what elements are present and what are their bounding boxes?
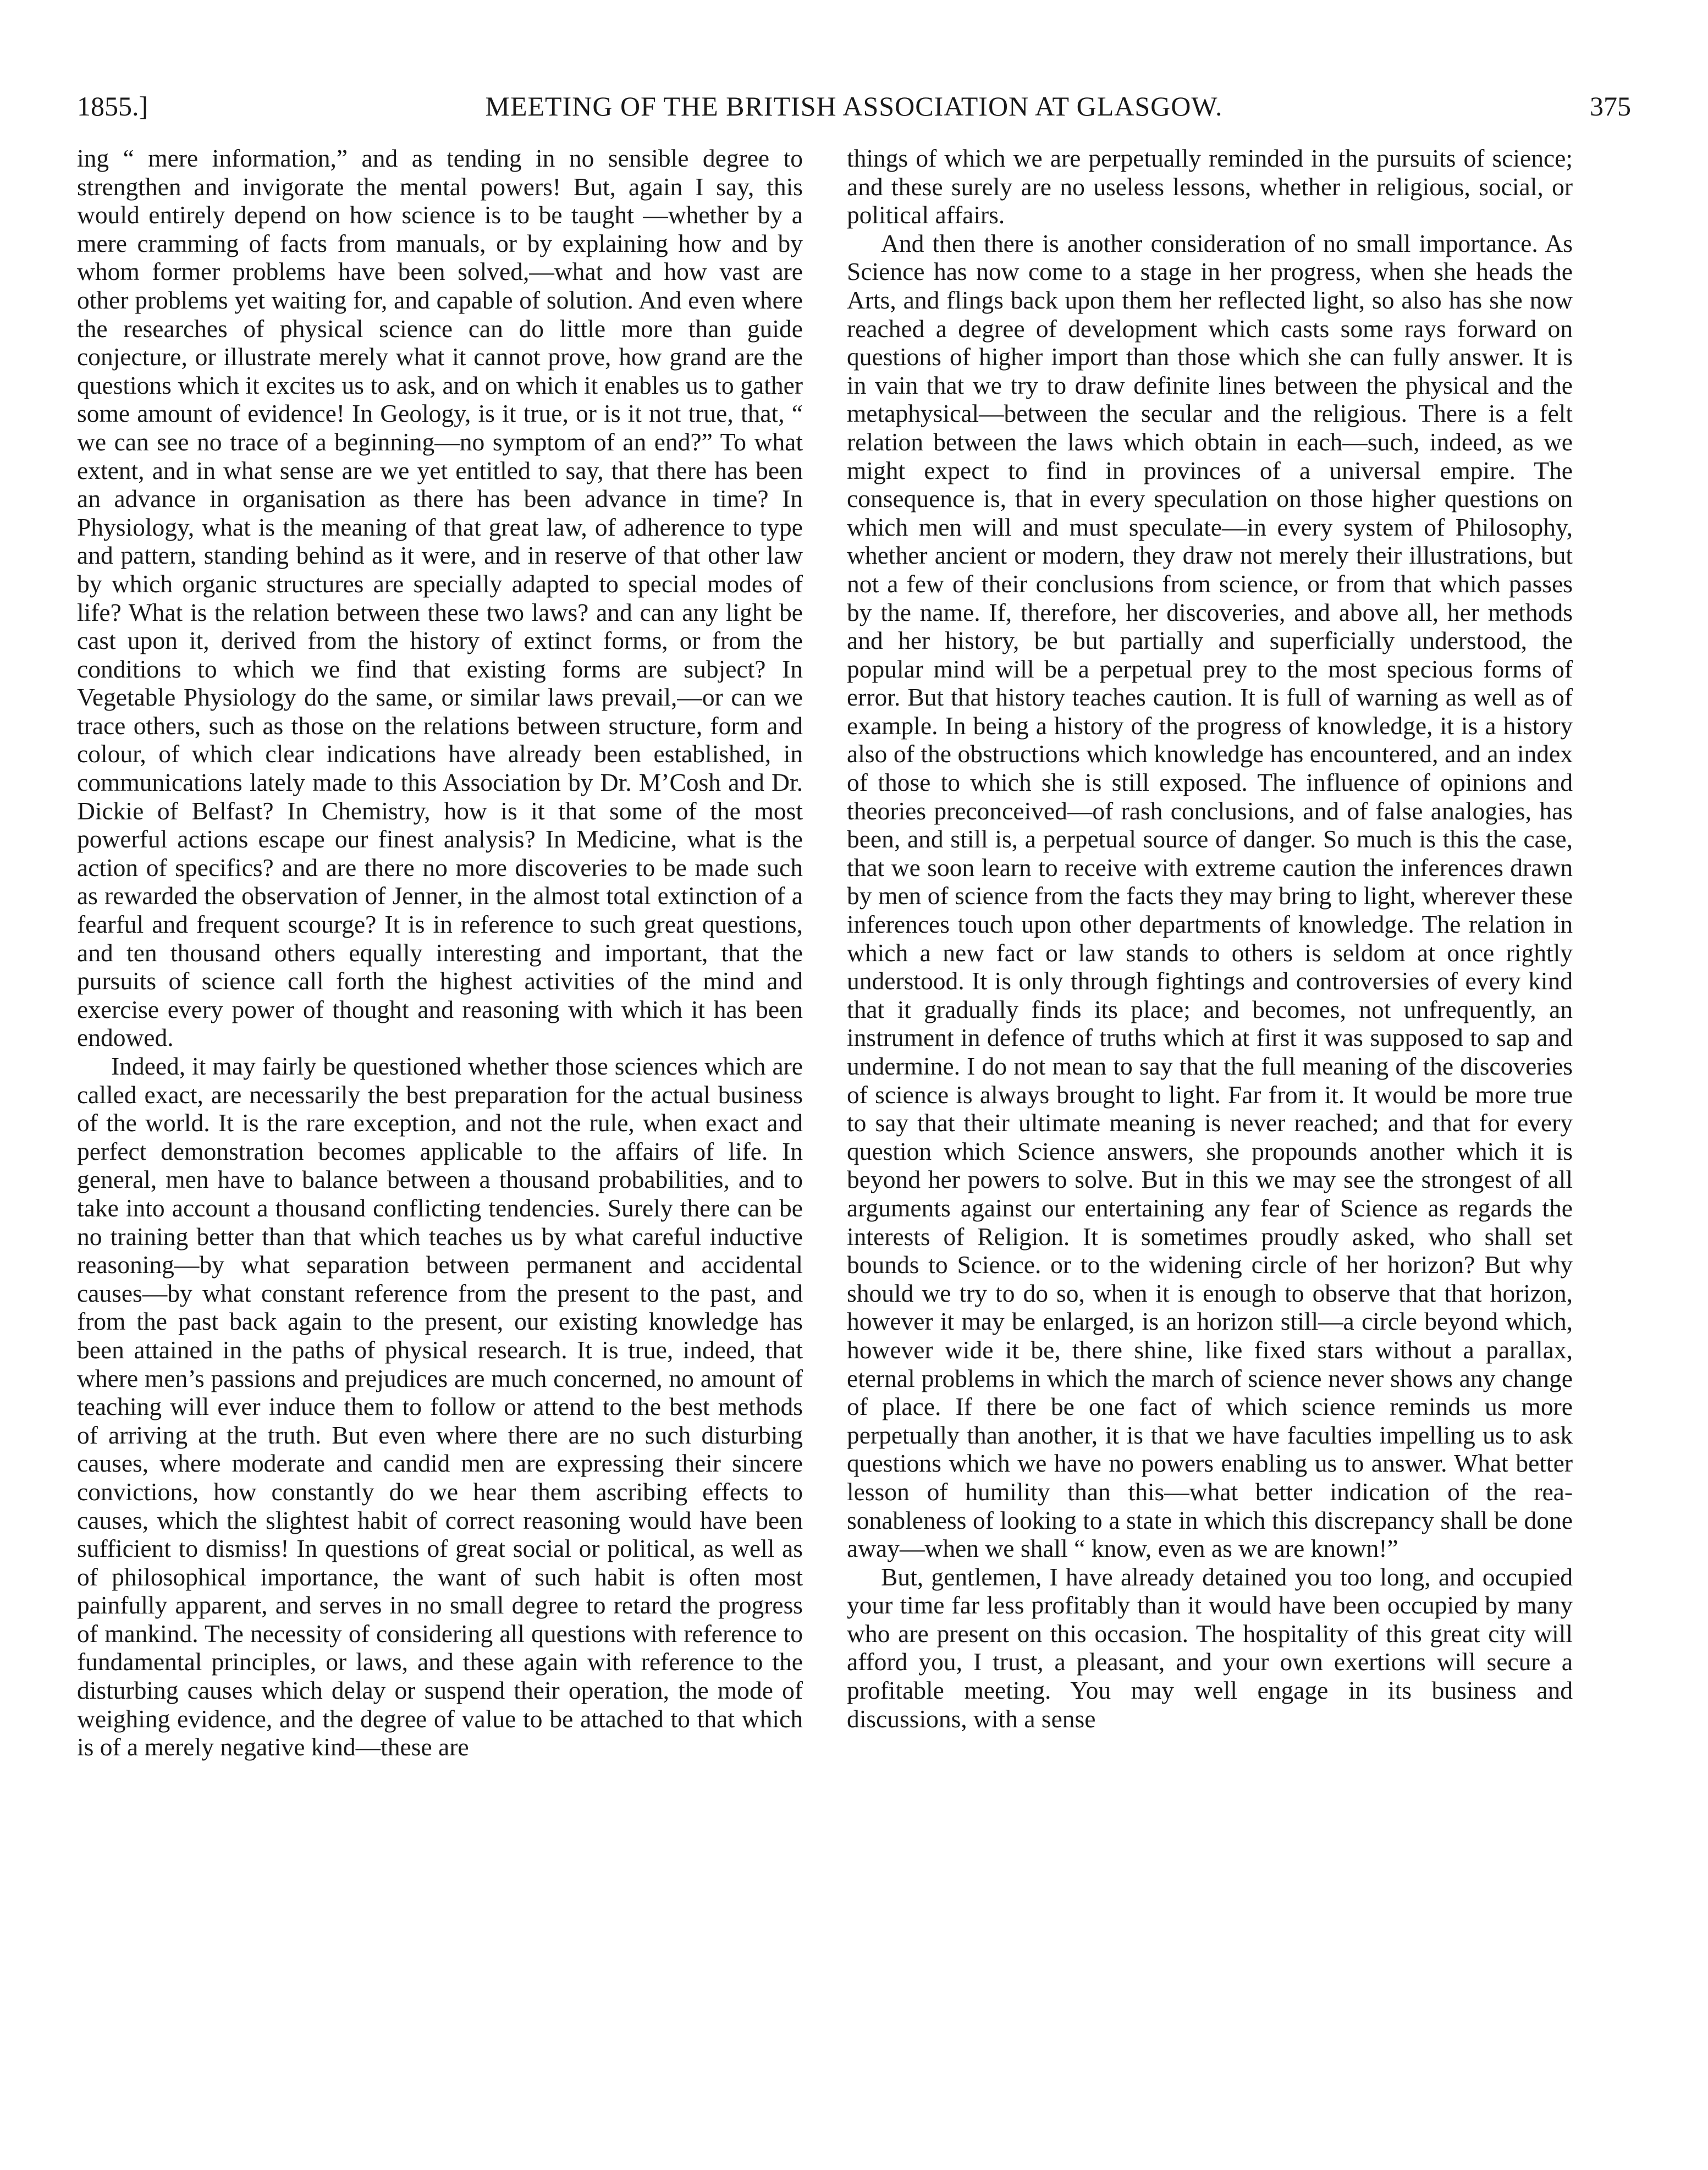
paragraph: Indeed, it may fairly be questioned whether those sciences which are called exact, are necessarily the best preparation for the actual business of the world. It is the rare exception, and not the rule, when exact and perfect demonstration becomes applicable to the affairs of life. In general, men have to balance between a thousand probabilities, and to take into account a thousand conflicting tendencies. Surely there can be no training better than that which teaches us by what careful inductive reasoning—by what separation between permanent and accidental causes—by what constant reference from the present to the past, and from the past back again to the present, our existing knowledge has been attained in the paths of physical research. It is true, indeed, that where men’s passions and prejudices are much concerned, no amount of teaching will ever induce them to follow or attend to the best methods of arriving at the truth. But even where there are no such disturbing causes, where moderate and candid men are expressing their sincere convictions, how constantly do we hear them ascribing effects to causes, which the slightest habit of correct reasoning would have been sufficient to dismiss! In questions of great social or political, as well as of philosophical importance, the want of such habit is often most painfully apparent, and serves in no small degree to retard the progress of mankind. The necessity of considering all questions with reference to fundamental principles, or laws, and these again with reference to the disturbing causes which delay or suspend their operation, the mode of weighing evidence, and the degree of value to be attached to that which is of a merely negative kind—these are xyxy=(77,1052,803,1761)
page-number: 375 xyxy=(1590,91,1631,122)
paragraph: And then there is another consideration of no small importance. As Science has now come to a stage in her progress, when she heads the Arts, and flings back upon them her reflected light, so also has she now reached a degree of development which casts some rays forward on questions of higher import than those which she can fully answer. It is in vain that we try to draw definite lines between the physical and the metaphysical—between the secular and the religious. There is a felt relation between the laws which obtain in each—such, indeed, as we might expect to find in provinces of a universal empire. The consequence is, that in every speculation on those higher questions on which men will and must speculate—in every system of Philosophy, whether ancient or modern, they draw not merely their illustrations, but not a few of their conclusions from science, or from that which passes by the name. If, therefore, her discoveries, and above all, her methods and her history, be but partially and superficially understood, the popular mind will be a perpetual prey to the most specious forms of error. But that history teaches caution. It is full of warning as well as of example. In being a history of the progress of knowledge, it is a history also of the obstructions which knowledge has encountered, and an index of those to which she is still exposed. The influence of opinions and theories preconceived—of rash conclusions, and of false analogies, has been, and still is, a perpetual source of danger. So much is this the case, that we soon learn to receive with extreme caution the inferences drawn by men of science from the facts they may bring to light, wherever these inferences touch upon other departments of knowledge. The relation in which a new fact or law stands to others is seldom at once rightly understood. It is only through fightings and controversies of every kind that it gradually finds its place; and becomes, not unfrequently, an instrument in defence of truths which at first it was supposed to sap and undermine. I do not mean to say that the full meaning of the discoveries of science is always brought to light. Far from it. It would be more true to say that their ultimate meaning is never reached; and that for every question which Science answers, she propounds another which it is beyond her powers to solve. But in this we may see the strongest of all arguments against our entertaining any fear of Science as regards the interests of Religion. It is sometimes proudly asked, who shall set bounds to Science. or to the widening circle of her horizon? But why should we try to do so, when it is enough to observe that that horizon, however it may be enlarged, is an horizon still—a circle beyond which, however wide it be, there shine, like fixed stars without a parallax, eternal problems in which the march of science never shows any change of place. If there be one fact of which science reminds us more perpetually than another, it is that we have faculties impelling us to ask questions which we have no powers enabling us to answer. What better lesson of humility than this—what better indication of the reasonableness of looking to a state in which this discrepancy shall be done away—when we shall “ know, even as we are known!” xyxy=(847,229,1573,1563)
left-column xyxy=(77,144,803,1761)
paragraph: But, gentlemen, I have already detained you too long, and occupied your time far less profitably than it would have been occupied by many who are present on this occasion. The hospitality of this great city will afford you, I trust, a pleasant, and your own exertions will secure a profitable meeting. You may well engage in its business and discussions, with a sense xyxy=(847,1562,1573,1733)
paragraph: things of which we are perpetually reminded in the pursuits of science; and these surely are no useless lessons, whether in religious, social, or political affairs. xyxy=(847,144,1573,229)
running-header xyxy=(77,87,1631,125)
right-column xyxy=(847,144,1573,1733)
header-year: 1855.] xyxy=(77,91,148,122)
paragraph: ing “ mere information,” and as tending in no sensible degree to strengthen and invigorate the mental powers! But, again I say, this would entirely depend on how science is to be taught —whether by a mere cramming of facts from manuals, or by explaining how and by whom former problems have been solved,—what and how vast are other problems yet waiting for, and capable of solution. And even where the researches of physical science can do little more than guide conjecture, or illustrate merely what it cannot prove, how grand are the questions which it excites us to ask, and on which it enables us to gather some amount of evidence! In Geology, is it true, or is it not true, that, “ we can see no trace of a beginning—no symptom of an end?” To what extent, and in what sense are we yet entitled to say, that there has been an advance in organisation as there has been advance in time? In Physiology, what is the meaning of that great law, of adherence to type and pattern, standing behind as it were, and in reserve of that other law by which organic structures are specially adapted to special modes of life? What is the relation between these two laws? and can any light be cast upon it, derived from the history of extinct forms, or from the conditions to which we find that existing forms are subject? In Vegetable Physiology do the same, or similar laws prevail,—or can we trace others, such as those on the relations between structure, form and colour, of which clear indications have already been established, in communications lately made to this Association by Dr. M’Cosh and Dr. Dickie of Belfast? In Chemistry, how is it that some of the most powerful actions escape our finest analysis? In Medicine, what is the action of specifics? and are there no more discoveries to be made such as rewarded the observation of Jenner, in the almost total extinction of a fearful and frequent scourge? It is in reference to such great questions, and ten thousand others equally interesting and important, that the pursuits of science call forth the highest activities of the mind and exercise every power of thought and reasoning with which it has been endowed. xyxy=(77,144,803,1052)
header-title: MEETING OF THE BRITISH ASSOCIATION AT GLASGOW. xyxy=(485,91,1223,122)
